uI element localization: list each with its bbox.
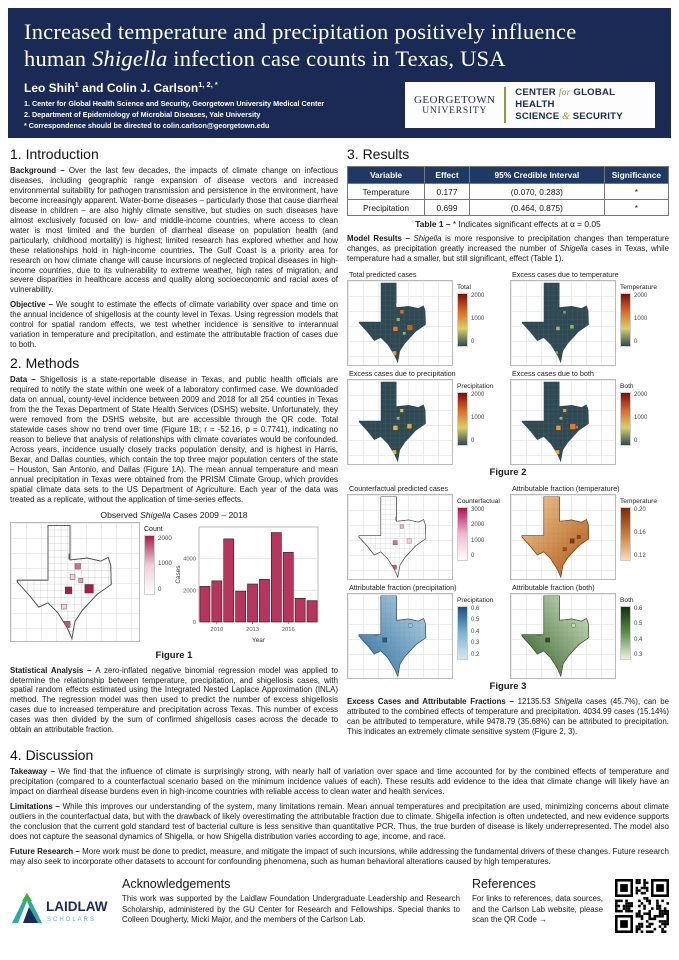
- table-cell: (0.464, 0.875): [469, 200, 604, 216]
- laidlaw-logo: [10, 877, 110, 934]
- results-heading: 3. Results: [347, 146, 410, 162]
- takeaway-label: Takeaway –: [10, 766, 59, 776]
- model-text-1: is more responsive to precipitation changes than temperature changes, as precipitation greatly increased the number of: [347, 234, 669, 253]
- future-research-text: More work must be done to predict, measure, and mitigate the impact of such incursions, while addressing the fundamental drivers of these changes. Future research may also seek to incorporate other datasets to account for confounding phenomena, such as human behavioral alterations caused by high temperatures.: [10, 847, 670, 867]
- legend-ticks: [471, 392, 484, 444]
- legend-gradient-bar: [620, 293, 631, 347]
- limitations-label: Limitations –: [10, 801, 63, 811]
- texas-map-af-precipitation: [348, 594, 452, 678]
- figure1: [10, 522, 338, 648]
- svg-text:LAIDLAW: LAIDLAW: [46, 899, 108, 915]
- svg-text:Year: Year: [251, 636, 265, 644]
- legend-ticks: [471, 507, 484, 559]
- figure3-caption: Figure 3: [489, 680, 527, 692]
- table-cell: (0.070, 0.283): [469, 184, 604, 200]
- legend-label: Temperature: [620, 497, 658, 505]
- legend-ticks: [471, 606, 479, 658]
- panel-label: Excess cases due to temperature: [512, 269, 619, 279]
- limitations-paragraph: [10, 802, 669, 842]
- legend-tick: 0.12: [634, 552, 646, 559]
- legend-tick: 0.4: [471, 628, 480, 635]
- model-italic-1: Shigella: [413, 234, 442, 243]
- data-label: Data –: [10, 375, 40, 385]
- legend-tick: 2000: [471, 522, 485, 529]
- stats-label: Statistical Analysis –: [10, 665, 96, 675]
- legend-label: Total: [457, 283, 471, 291]
- discussion-heading: 4. Discussion: [10, 746, 94, 763]
- legend-label: Both: [620, 382, 634, 390]
- legend-tick: 1000: [634, 315, 648, 322]
- table-cell: 0.177: [425, 184, 470, 200]
- title-line2-pre: human: [24, 46, 93, 72]
- table-cell: Precipitation: [348, 200, 425, 216]
- figure2-panel-temperature: [510, 269, 669, 366]
- table-cell: *: [604, 200, 668, 216]
- table-row: [348, 184, 669, 200]
- correspondence-line: * Correspondence should be directed to colin.carlson@georgetown.edu: [24, 121, 270, 131]
- legend-tick: 2000: [634, 292, 648, 299]
- logo-divider: [504, 87, 506, 123]
- acknowledgements: [122, 877, 460, 925]
- panel-legend: [616, 593, 642, 660]
- ghss-l1b: GLOBAL HEALTH: [515, 86, 615, 110]
- panel-legend: [616, 280, 657, 347]
- legend-tick: 1000: [158, 560, 172, 568]
- legend-ticks: [634, 606, 642, 658]
- ghss-wordmark: [515, 87, 646, 123]
- legend-tick: 0: [634, 338, 638, 345]
- panel-legend: [453, 379, 493, 446]
- intro-heading: 1. Introduction: [10, 146, 99, 162]
- figure1-map-legend: [140, 522, 172, 595]
- title-line2-post: infection case counts in Texas, USA: [167, 46, 506, 72]
- model-italic-2: Shigella: [559, 243, 588, 253]
- model-text-2: cases in Texas, while temperature had a smaller, but still significant, effect (Table 1).: [347, 243, 669, 263]
- background-paragraph: [10, 166, 338, 295]
- objective-text: We sought to estimate the effects of climate variability over space and time on the annual incidence of shigellosis at the county level in Texas. Using regression models that control for spatial random effects, we test whether incidence is sensitive to interannual variation in temperature and precipitation, and estimate the attributable fraction of cases due to both.: [10, 300, 339, 350]
- legend-gradient-bar: [457, 606, 468, 660]
- author-1-sup: 1: [74, 79, 79, 89]
- legend-tick: 0.20: [634, 506, 646, 513]
- legend-tick: 0.16: [634, 529, 646, 536]
- legend-gradient-bar: [620, 507, 631, 561]
- future-research-paragraph: [10, 847, 669, 867]
- legend-tick: 0.3: [634, 651, 643, 658]
- texas-map-counterfactual: [348, 495, 452, 579]
- ghss-l2a: SCIENCE: [515, 110, 563, 122]
- author-2-sup: 1, 2, *: [198, 79, 218, 89]
- table-cell: 0.699: [425, 200, 470, 216]
- affiliation-2: 2. Department of Epidemiology of Microbial Diseases, Yale University: [24, 110, 261, 120]
- qr-code: [615, 877, 669, 938]
- ack-heading: Acknowledgements: [122, 877, 231, 892]
- figure3-panel-af-temperature: [510, 483, 669, 580]
- panel-label: Excess cases due to both: [512, 368, 594, 378]
- legend-label: Precipitation: [457, 382, 494, 390]
- figure1-map-panel: [10, 522, 140, 642]
- svg-text:Cases: Cases: [174, 564, 182, 584]
- svg-text:2013: 2013: [245, 626, 259, 633]
- figure2-panel-precipitation: [347, 368, 506, 465]
- discussion-section: [0, 742, 679, 868]
- legend-tick: 2000: [471, 391, 485, 398]
- svg-text:SCHOLARS: SCHOLARS: [47, 917, 97, 924]
- figure2-panel-total: [347, 269, 506, 366]
- svg-text:2000: 2000: [182, 587, 196, 594]
- model-results-label: Model Results –: [347, 234, 414, 243]
- table-row: [348, 200, 669, 216]
- legend-gradient-bar: [144, 535, 155, 595]
- panel-label: Total predicted cases: [349, 269, 417, 279]
- laidlaw-logo-mark: [10, 885, 110, 929]
- legend-tick: 0.4: [634, 636, 643, 643]
- table-header-row: [348, 167, 669, 184]
- texas-map-af-temperature: [511, 495, 615, 579]
- svg-text:4000: 4000: [182, 556, 196, 563]
- figure1-title-italic: Shigella: [140, 509, 171, 520]
- georgetown-line1: GEORGETOWN: [414, 93, 496, 106]
- th-credible-interval: 95% Credible Interval: [469, 167, 604, 184]
- legend-tick: 1000: [471, 414, 485, 421]
- cases-by-year-bar-chart: [172, 522, 322, 648]
- author-block: [24, 80, 324, 131]
- references-heading: References: [472, 877, 536, 892]
- legend-gradient-bar: [457, 392, 468, 446]
- legend-label: Both: [620, 596, 634, 604]
- figure3-panel-af-precipitation: [347, 582, 506, 679]
- legend-tick: 0.3: [471, 640, 480, 647]
- stats-text: A zero-inflated negative binomial regression model was applied to determine the relationship between temperature, precipitation, and shigellosis cases, with spatial random effects estimated using the Integrated Nested Laplace Approximation (INLA) method. The regression model was then used to predict the number of excess shigellosis cases due to increased temperature and precipitation across Texas. This number of excess cases was then divided by the sum of confirmed shigellosis cases across the decade to obtain an attributable fraction.: [10, 665, 339, 735]
- legend-tick: 1000: [471, 315, 485, 322]
- references: [472, 877, 603, 925]
- legend-ticks: [158, 535, 172, 593]
- svg-text:0: 0: [192, 619, 196, 626]
- figure1-caption: Figure 1: [155, 649, 193, 661]
- references-text: For links to references, data sources, and the Carlson Lab website, please scan the QR Code →: [472, 894, 603, 924]
- table-cell: *: [604, 184, 668, 200]
- title-line1: Increased temperature and precipitation positively influence: [24, 19, 577, 44]
- panel-label: Attributable fraction (both): [512, 582, 595, 592]
- ghss-l2b: SECURITY: [569, 110, 623, 122]
- texas-map-af-both: [511, 594, 615, 678]
- texas-map-excess-both: [511, 380, 615, 464]
- legend-gradient-bar: [457, 293, 468, 347]
- georgetown-logo: [405, 82, 655, 128]
- panel-legend: [453, 280, 484, 347]
- legend-tick: 0: [158, 585, 162, 593]
- texas-map-total-predicted: [348, 281, 452, 365]
- model-results-paragraph: [347, 234, 669, 264]
- takeaway-paragraph: [10, 767, 669, 797]
- ghss-for: for: [558, 86, 571, 98]
- figure1-title-post: Cases 2009 – 2018: [170, 509, 248, 520]
- legend-tick: 1000: [634, 414, 648, 421]
- objective-label: Objective –: [10, 300, 56, 310]
- panel-legend: [616, 379, 647, 446]
- legend-gradient-bar: [620, 606, 631, 660]
- authors: [24, 80, 324, 95]
- figure3-grid: [347, 483, 669, 679]
- future-research-label: Future Research –: [10, 847, 83, 857]
- excess-text-1: 12135.53: [517, 696, 555, 706]
- affiliation-1: 1. Center for Global Health Science and Security, Georgetown University Medical Center: [24, 98, 325, 108]
- legend-tick: 2000: [471, 292, 485, 299]
- panel-legend: [453, 494, 500, 561]
- legend-tick: 0.5: [634, 621, 643, 628]
- excess-cases-paragraph: [347, 697, 669, 737]
- ghss-l1a: CENTER: [515, 86, 559, 98]
- svg-text:2016: 2016: [281, 626, 295, 633]
- panel-label: Counterfactual predicted cases: [349, 483, 449, 493]
- methods-heading: 2. Methods: [10, 355, 80, 372]
- figure2-caption: Figure 2: [489, 466, 527, 478]
- affiliations: [24, 98, 324, 131]
- georgetown-wordmark: [414, 94, 495, 117]
- legend-tick: 0: [471, 552, 475, 559]
- legend-tick: 0.6: [634, 605, 643, 612]
- legend-tick: 0: [634, 437, 638, 444]
- legend-tick: 3000: [471, 506, 485, 513]
- objective-paragraph: [10, 300, 338, 350]
- legend-tick: 0.2: [471, 651, 480, 658]
- figure1-title-pre: Observed: [100, 509, 141, 520]
- legend-ticks: [634, 293, 647, 345]
- ack-text: This work was supported by the Laidlaw Foundation Undergraduate Leadership and Research Scholarship, administered by the GU Center for Research and Fellowships. Special thanks to Colleen Dougherty, Micki Major, and the members of the Carlson Lab.: [122, 894, 460, 924]
- figure3-panel-counterfactual: [347, 483, 506, 580]
- results-table: [347, 166, 669, 216]
- table1-caption-bold: Table 1 –: [415, 219, 453, 229]
- data-paragraph: [10, 375, 338, 504]
- legend-label: Counterfactual: [457, 497, 500, 505]
- data-text: Shigellosis is a state-reportable disease in Texas, and public health officials are required to notify the state within one week of a laboratory confirmed case. We downloaded data on annual, county-level incidence between 2009 and 2018 for all 254 counties in Texas from the the Texas Department of State Health Services (DSHS) website. Unfortunately, they were removed from the DSHS website, but are accessible through the QR code. Total statewide cases show no trend over time (Figure 1B; r = -52.16, p = 0.7741), indicating no reason to believe that analysis of relationships with climate covariates would be confounded. Across years, incidence usually closely tracks population density, and is highest in Harris, Bexar, and Dallas counties, which contain the top three major population centers of the state – Houston, San Antonio, and Dallas (Figure 1A). The mean annual temperature and mean annual precipitation in Texas were obtained from the PRISM Climate Group, which provides spatial climate data sets to the US Department of Agriculture. Each year of the data was treated as a replicate, without the application of time-series effects.: [10, 375, 338, 504]
- table-cell: Temperature: [348, 184, 425, 200]
- panel-legend: [616, 494, 657, 561]
- ghss-amp: &: [562, 110, 570, 122]
- texas-map-observed-cases: [11, 523, 139, 641]
- legend-tick: 2000: [634, 391, 648, 398]
- legend-label: Temperature: [620, 283, 658, 291]
- figure2-panel-both: [510, 368, 669, 465]
- panel-label: Excess cases due to precipitation: [349, 368, 456, 378]
- svg-text:2010: 2010: [210, 626, 224, 633]
- legend-tick: 0: [471, 437, 475, 444]
- excess-label: Excess Cases and Attributable Fractions –: [347, 696, 518, 706]
- legend-label: Count: [144, 525, 163, 533]
- legend-gradient-bar: [457, 507, 468, 561]
- figure1-title: [10, 510, 338, 520]
- figure2-grid: [347, 269, 669, 465]
- panel-label: Attributable fraction (temperature): [512, 483, 620, 493]
- table1-caption: [347, 219, 669, 229]
- georgetown-line2: UNIVERSITY: [422, 105, 488, 116]
- qr-code-image: [615, 879, 669, 933]
- background-text: Over the last few decades, the impacts of climate change on infectious diseases, including geographic range expansion of disease vectors and increased environmental suitability for pathogen transmission and persistence in the environment, have become increasingly apparent. Water-borne diseases – particularly those that cause diarrheal disease in children – are also highly climate sensitive, but studies on such diseases have almost exclusively focused on low- and middle-income countries, where access to clean water is most limited and the burden of diarrheal disease on population health (and particularly, childhood mortality) is highest; limited research has explored whether and how these relationships hold in high-income countries. The Gulf Coast is a priority area for research on how climate change will cause incursions of neglected tropical diseases in high-income countries, due to its vulnerability to extreme weather, high rates of migration, and severe disparities in healthcare access and quality along socioeconomic and racial axes of vulnerability.: [10, 166, 338, 295]
- figure3-panel-af-both: [510, 582, 669, 679]
- texas-map-excess-precipitation: [348, 380, 452, 464]
- texas-map-excess-temperature: [511, 281, 615, 365]
- table1-caption-rest: * Indicates significant effects at α = 0.05: [452, 219, 601, 229]
- author-1: Leo Shih: [24, 80, 75, 95]
- legend-ticks: [471, 293, 484, 345]
- legend-label: Precipitation: [457, 596, 494, 604]
- th-variable: Variable: [348, 167, 425, 184]
- author-2: and Colin J. Carlson: [78, 80, 199, 95]
- panel-legend: [453, 593, 493, 660]
- th-effect: Effect: [425, 167, 470, 184]
- excess-italic: Shigella: [554, 696, 583, 706]
- legend-tick: 0: [471, 338, 475, 345]
- takeaway-text: We find that the influence of climate is surprisingly strong, with nearly half of variation over space and time accounted for by the combined effects of temperature and precipitation (compared to a counterfactual scenario based on the minimum incidence values of each). These results add evidence to the idea that climate change will likely have an impact on diarrheal disease burdens even in high-income countries with reliable access to clean water and health services.: [10, 766, 669, 796]
- legend-ticks: [634, 392, 647, 444]
- legend-tick: 2000: [158, 534, 172, 542]
- legend-gradient-bar: [620, 392, 631, 446]
- header-banner: [8, 8, 671, 138]
- excess-text-2: cases (45.7%), can be attributed to the combined effects of temperature and precipitation. 4034.99 cases (15.14%) can be attributed to temperature, while 9478.79 (35.68%) can be attributed to precipitation. This indicates an extremely climate sensitive system (Figure 2, 3).: [347, 696, 670, 736]
- stats-paragraph: [10, 666, 338, 736]
- background-label: Background –: [10, 166, 69, 175]
- legend-tick: 1000: [471, 537, 485, 544]
- legend-tick: 0.5: [471, 617, 480, 624]
- poster-title: [24, 18, 655, 73]
- footer: [0, 872, 679, 938]
- th-significance: Significance: [604, 167, 668, 184]
- limitations-text: While this improves our understanding of the system, many limitations remain. Mean annual temperatures and precipitation are used, minimizing concerns about climate outliers in the counterfactual data, but with the drawback of likely overestimating the attributable fraction due to climate. Shigella infection is often undetected, and new evidence supports the conclusion that the current gold standard test of bacterial culture is less sensitive than quantitative PCR. Thus, the true burden of disease is likely underrepresented. The model also does not capture the seasonal dynamics of Shigella, or how Shigella distribution varies according to age, income, and race.: [10, 801, 669, 842]
- legend-ticks: [634, 507, 646, 559]
- legend-tick: 0.6: [471, 605, 480, 612]
- title-line2-italic: Shigella: [92, 46, 168, 72]
- panel-label: Attributable fraction (precipitation): [349, 582, 457, 592]
